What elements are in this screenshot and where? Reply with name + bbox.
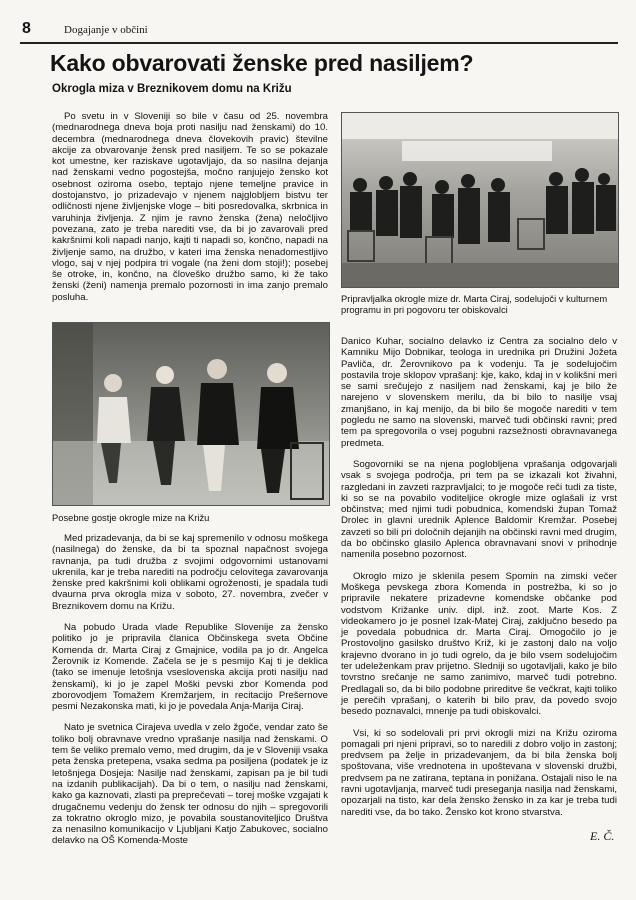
paragraph: Vsi, ki so sodelovali pri prvi okrogli mizi na Križu oziroma pomagali pri njeni pripravi, so to naredili z dobro voljo in zastonj; predvsem pa želje in prizadevanjem, da bi bila ženska bolj spoštovana, više vrednotena in upoštevana v slovenski družbi, predvsem pa ne zatirana, teptana in ponižana. Ostajali niso le na ravni ugotavljanja, marveč tudi preseganja nasilja nad ženskami, opozarjali na tisto, kar dela žensko žensko in za kar je treba tudi narediti vse, da bo tako. Žensko kot krono stvarstva. [341, 727, 617, 818]
column-1-body [52, 533, 328, 847]
author-signature: E. Č. [590, 829, 615, 843]
page-number: 8 [22, 20, 31, 37]
column-1-intro [52, 111, 328, 303]
photo-audience [341, 112, 619, 288]
photo-panel-guests [52, 322, 330, 506]
photo-2-caption: Pripravljalka okrogle mize dr. Marta Ciraj, sodelujoči v kulturnem programu in pri pogovoru ter obiskovalci [341, 293, 608, 316]
paragraph: Med prizadevanja, da bi se kaj spremenilo v odnosu moškega (nasilnega) do ženske, da bi ta spoznal napačnost svojega ravnanja, pa tudi družba z svojimi odgovornimi ustanovami ukrenila, kar je treba narediti na področju celovitega zavarovanja ženske pred kakršnimi koli oblikami ogroženosti, je spadala tudi dvaurna prva okrogla miza v soboto, 27. novembra, zvečer v Breznikovem domu na Križu. [52, 533, 328, 612]
article-subtitle: Okrogla miza v Breznikovem domu na Križu [52, 83, 292, 95]
header-rule [20, 42, 618, 44]
paragraph: Na pobudo Urada vlade Republike Slovenije za žensko politiko jo je pripravila članica Občinskega sveta Občine Komenda dr. Marta Ciraj z Gmajnice, vodila pa jo dr. Angelca Žerovnik iz Komende. Začela se je s pesmijo Kaj ti je deklica (tako se imenuje letošnja vseslovenska akcija proti nasilju nad ženskami), ki jo je zapel Moški pevski zbor Komenda pod zborovodjem Tomažem Kremžarjem, in recitacijo Prešernove pesmi Nezakonska mati, ki jo je povedala Anja-Marija Ciraj. [52, 622, 328, 713]
paragraph: Po svetu in v Sloveniji so bile v času od 25. novembra (mednarodnega dneva boja proti nasilju nad ženskami) do 10. decembra (mednarodnega dneva človekovih pravic) številne akcije za obvarovanje žensk pred nasiljem. Te so se pokazale kot umestne, ker raziskave ugotavljajo, da so nasilna dejanja nad ženskami vedno pogostejša, močno ranjujejo žensko kot osebnost oziroma osebo, teptajo njene temeljne pravice in dostojanstvo, jo prizadevajo v njenem najglobljem bistvu ter odličnosti njene življenjske vloge – biti posredovalka, skrbnica in varuhinja življenja. Z njim je ravno ženska (žena) neločljivo povezana, zato je treba narediti vse, da bi jo zavarovali pred kakršnimi koli napadi nanjo, kajti ti napadi so, končno, napadi na življenje samo, na družbo, v kateri ima ženska nenadomestljivo vlogo, saj v njej podpira tri vogale (na ženi dom stoji!); posebej še otroke, in, končno, na človeško družbo samo, ki že tako ženski (ženi) namenja premalo pozornosti in ima zanjo premalo posluha. [52, 111, 328, 303]
column-2-body [341, 336, 617, 818]
paragraph: Nato je svetnica Cirajeva uvedla v zelo žgoče, vendar zato še toliko bolj obravnave vredno vprašanje nasilja nad ženskami. O tem še veliko premalo vemo, med drugim, da je v Sloveniji vsaka peta ženska pretepena, vsaka sedma pa posiljena (podatek je iz letošnjega Dosjeja: Nasilje nad ženskami, zapisan pa je bil tudi na izdanih publikacijah). Da bi o tem, o nasilju nad ženskami, kako ga kaznovati, zlasti pa preprečevati – torej moške vzgajati k drugačnemu vedenju do žensk ter odnosu do njih – spregovorili za tokratno okroglo mizo, je povabila soustanoviteljico Društva za nenasilno komunikacijo v Ljubljani Katjo Zabukovec, socialno delavko na OŠ Komenda-Moste [52, 722, 328, 847]
section-title: Dogajanje v občini [64, 24, 148, 36]
article-title: Kako obvarovati ženske pred nasiljem? [50, 50, 474, 76]
photo-1-caption: Posebne gostje okrogle mize na Križu [52, 512, 210, 523]
paragraph: Okroglo mizo je sklenila pesem Spomin na zimski večer Moškega pevskega zbora Komenda in postrežba, ki so jo pripravile nekatere prizadevne komendske občanke pod vodstvom Križanke univ. dipl. inž. zoot. Marte Kos. Z videokamero jo je posnel Izak-Matej Ciraj, zaključno besedo pa je povedala pobudnica dr. Marta Ciraj. Omogočilo jo je Prostovoljno gasilsko društvo Križ, ki je zastonj dalo na voljo krajevno dvorano in jo tudi ogrelo, da je bilo vsem sodelujočim ter udeleženkam prav prijetno. Sledniji so ugotavljali, kako je bilo tovrstno srečanje ne samo zanimivo, marveč tudi potrebno. Predlagali so, da bi bilo podobne prireditve še večkrat, kajti toliko je perečih vprašanj, o katerih bi bilo prav, da povedo svojo besedo poznavalci, mnenje pa tudi obiskovalci. [341, 570, 617, 718]
paragraph: Danico Kuhar, socialno delavko iz Centra za socialno delo v Kamniku Mijo Dobnikar, teologa in urednika pri Družini Jožeta Pavliča, dr. Žerovnikovo pa k vodenju. Ta je sodelujočim postavila troje sklopov vprašanj: kje, kako, kdaj in v kolikšni meri se sami srečujejo z nasiljem nad ženskami, kaj je bilo že narejeno v slovenskem merilu, da bi bilo to nasilje vsaj zmanjšano, in kaj menijo, da bi bilo še mogoče narediti v tem pogledu ne samo na slovenski, marveč tudi občinski ravni; pred tem pa spregovorila o vsej pogubni razsežnosti obravnavanega predmeta. [341, 336, 617, 449]
paragraph: Sogovorniki se na njena poglobljena vprašanja odgovarjali vsak s svojega področja, pri tem pa se izkazali kot živahni, razgledani in zavzeti razpravljalci; to je mogoče reči tudi za tiste, ki so se na povabilo voditeljice okrogle mize oglašali iz vrst občinstva; med njimi tudi pobudnica, komendski župan Tomaž Drolec in glavni urednik Aplence Baldomir Kremžar. Posebej zavzeti so bili pri določnih dejanjih na občinski ravni med drugim, da bo občinsko glasilo Aplenca obravnavani snovi v prihodnje namenila posebno pozornost. [341, 458, 617, 561]
